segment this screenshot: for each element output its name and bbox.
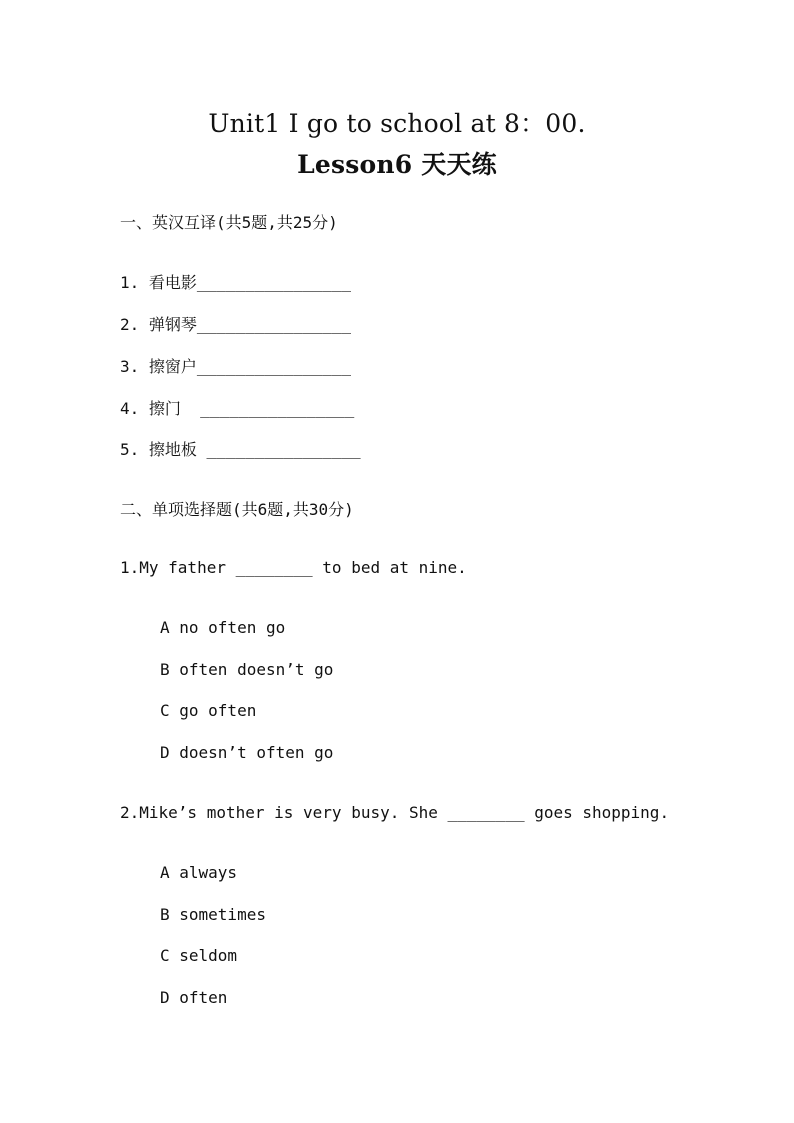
section-1-heading: 一、英汉互译(共5题,共25分) bbox=[120, 213, 338, 232]
question-option: C go often bbox=[160, 701, 257, 720]
title-line-2: Lesson6 天天练 bbox=[297, 150, 497, 179]
question-option: D doesn’t often go bbox=[160, 743, 334, 762]
question-option: D often bbox=[160, 988, 228, 1007]
translation-item: 5. 擦地板 ________________ bbox=[120, 440, 361, 459]
question-option: B sometimes bbox=[160, 905, 266, 924]
translation-item: 1. 看电影________________ bbox=[120, 273, 352, 292]
section-2-heading: 二、单项选择题(共6题,共30分) bbox=[120, 500, 354, 519]
question-option: A no often go bbox=[160, 618, 286, 637]
question-stem: 2.Mike’s mother is very busy. She ________ goes shopping. bbox=[120, 803, 670, 822]
question-option: C seldom bbox=[160, 946, 238, 965]
translation-item: 2. 弹钢琴________________ bbox=[120, 315, 352, 334]
question-option: A always bbox=[160, 863, 238, 882]
translation-item: 3. 擦窗户________________ bbox=[120, 357, 352, 376]
question-option: B often doesn’t go bbox=[160, 660, 334, 679]
question-stem: 1.My father ________ to bed at nine. bbox=[120, 558, 467, 577]
title-line-1: Unit1 I go to school at 8：00. bbox=[208, 109, 586, 138]
translation-item: 4. 擦门 ________________ bbox=[120, 399, 355, 418]
